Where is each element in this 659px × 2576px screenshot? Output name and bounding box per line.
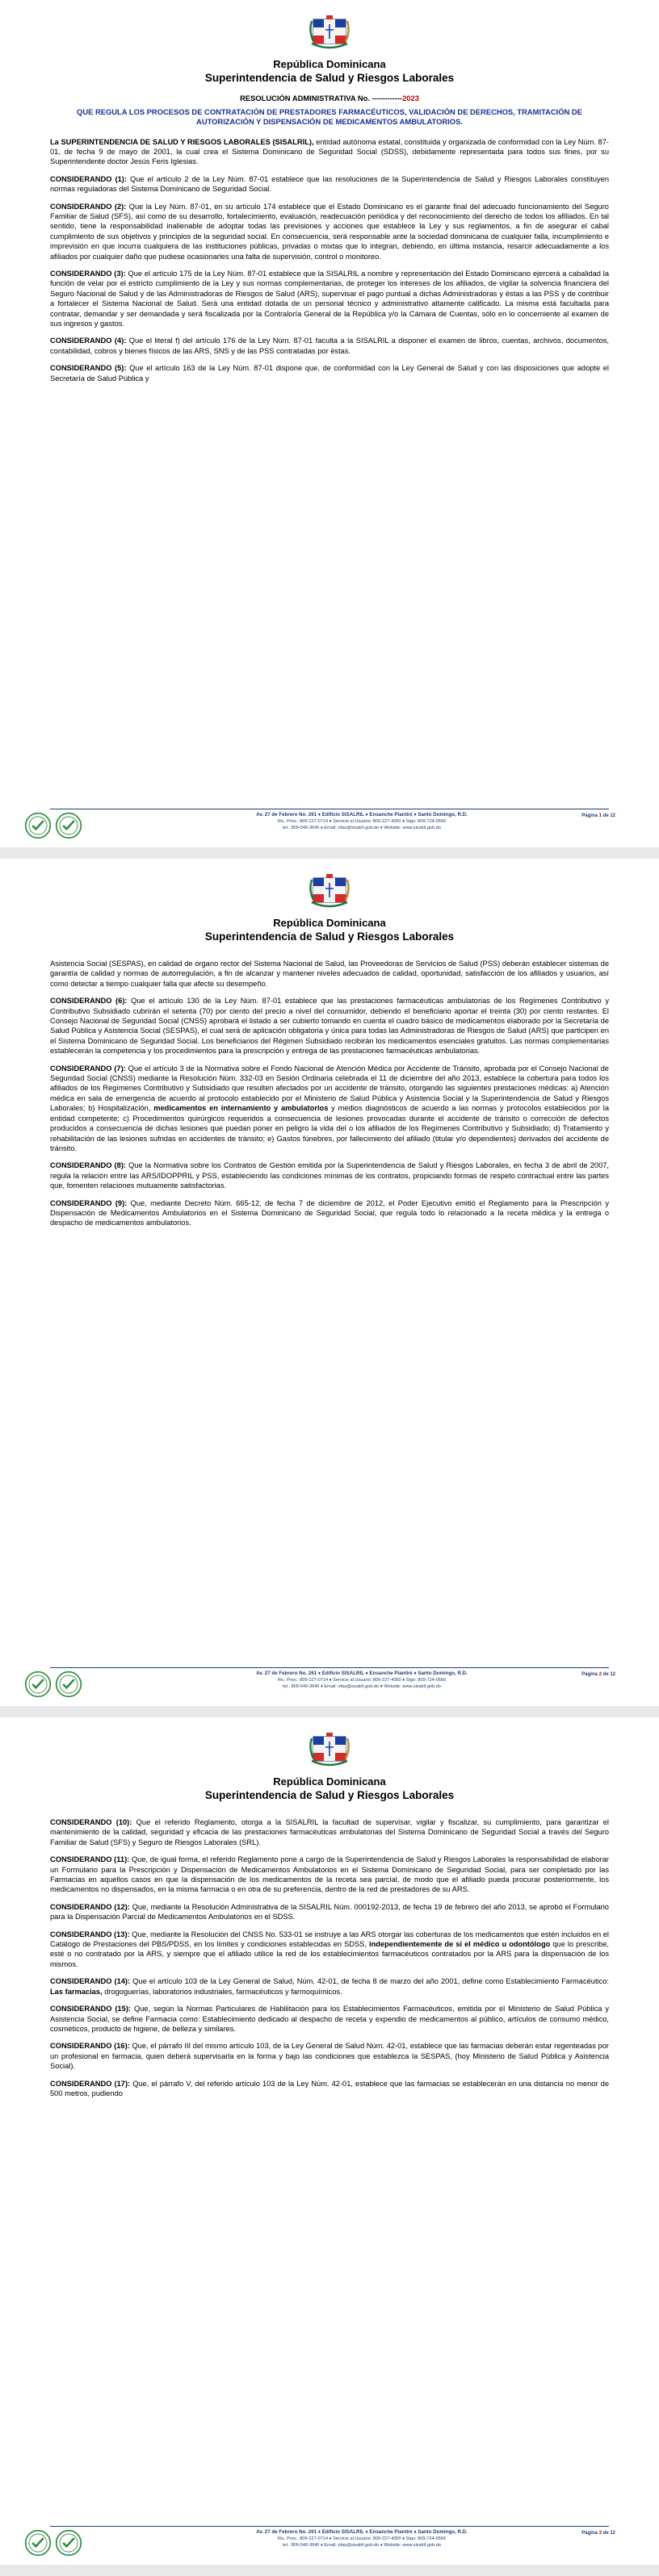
page-number-label: Página (581, 1672, 598, 1677)
paragraph-body: Que la Ley Núm. 87-01, en su artículo 174 establece que el Estado Dominicano es el garante final del adecuado funcionamiento del Seguro Familiar de Salud (SFS), así como de su desarrollo, fortalecimiento, evaluación, readecuación periódica y del reconocimiento del derecho de todos los afiliados. En tal sentido, tiene la responsabilidad inalienable de adoptar todas las previsiones y acciones que establece la Ley y sus reglamentos, a fin de asegurar el cabal cumplimiento de sus objetivos y principios de la seguridad social. En consecuencia, será responsable ante la sociedad dominicana de cualquier falla, incumplimiento e imprevisión en que incurra cualquiera de las instituciones públicas, privadas o mixtas que lo integran, debiendo, en última instancia, resarcir adecuadamente a los afiliados por cualquier daño que pudiese ocasionarles una falta de supervisión, control o monitoreo. (50, 202, 609, 261)
document-page-1 (0, 0, 659, 847)
paragraph-lead: CONSIDERANDO (15): (50, 2005, 132, 2014)
page-footer (0, 809, 659, 839)
paragraph-body: Que, mediante la Resolución Administrativa de la SISALRIL Núm. 000192-2013, de fecha 19 de febrero del año 2013, se aprobó el Formulario para la Dispensación Parcial de Medicamentos Ambulatorios en el SDSS. (50, 1902, 609, 1922)
paragraph-considerando-17 (50, 2079, 609, 2099)
paragraph-considerando-11 (50, 1855, 609, 1895)
paragraph-emphasis: medicamentos en internamiento y ambulatorios (153, 1104, 329, 1113)
coat-of-arms-icon (50, 873, 609, 914)
paragraph-body: entidad autónoma estatal, constituida y organizada de conformidad con la Ley Núm. 87-01, de fecha 9 de mayo de 2001, la cual crea el Sistema Dominicano de Seguridad Social (SDSS), debidamente representada para todos sus fines, por su Superintendente doctor Jesús Feris Iglesias. (50, 137, 609, 166)
paragraph-intro (50, 137, 609, 167)
paragraph-emphasis: Las farmacias, (50, 1987, 103, 1996)
resolution-year: 2023 (402, 94, 419, 102)
paragraph-body: Asistencia Social (SESPAS), en calidad de órgano rector del Sistema Nacional de Salud, las Proveedoras de Servicios de Salud (PSS) deberán establecer sistemas de garantía de calidad y normas de autorregulación, a fin de alcanzar y mantener niveles adecuados de calidad, oportunidad, satisfacción de los afiliados y usuarios, así como detectar a tiempo cualquier falla que afecte su desempeño. (50, 960, 609, 988)
page-number-label: Página (581, 813, 598, 818)
paragraph-body: Que, según la Normas Particulares de Habilitación para los Establecimientos Farmacéuticos, emitida por el Ministerio de Salud Pública y Asistencia Social, se define Farmacia como: Establecimiento dedicado al despacho de receta y expendio de medicamentos al público, artículos de consumo médico, cosméticos, producto de higiene, de belleza y similares. (50, 2005, 609, 2033)
paragraph-considerando-5 (50, 363, 609, 383)
page-title-country: República Dominicana (273, 1775, 386, 1788)
page-title-country: República Dominicana (273, 917, 386, 929)
paragraph-lead: CONSIDERANDO (5): (50, 364, 127, 373)
green-certification-seal-icon (55, 1671, 82, 1698)
page-footer (0, 2526, 659, 2557)
footer-contact-line2: tel.: 809-540-3640 ♦ Email: ofaa@sisalril.gob.do ♦ Website: www.sisalril.gob.do (283, 826, 441, 830)
page-number-value: 2 (598, 1672, 602, 1677)
footer-contact-line1: Ric. Pres.: 809-227-0714 ♦ Servicio al Usuario: 809-227-4050 ♦ Stgo: 809-724-0556 (277, 819, 447, 824)
paragraph-body: Que, el párrafo III del mismo artículo 103, de la Ley General de Salud Núm. 42-01, establece que las farmacias deberán estar regenteadas por un profesional en farmacia, quien deberá supervisarla en la forma y bajo las condiciones que establezca la SESPAS, (hoy Ministerio de Salud Pública y Asistencia Social). (50, 2042, 609, 2071)
page-title-country: República Dominicana (273, 58, 386, 70)
paragraph-lead: CONSIDERANDO (9): (50, 1198, 128, 1207)
paragraph-lead: CONSIDERANDO (17): (50, 2079, 131, 2088)
paragraph-body: Que el referido Reglamento, otorga a la SISALRIL la facultad de supervisar, vigilar y fiscalizar, su cumplimiento, para garantizar el mantenimiento de la calidad, seguridad y eficacia de las prestaciones farmacéuticas ambulatorias del Sistema Dominicano de Seguridad Social a través del Seguro Familiar de Salud (SFS) y Seguro de Riesgos Laborales (SRL). (50, 1818, 609, 1846)
paragraph-body: Que la Normativa sobre los Contratos de Gestión emitida por la Superintendencia de Salud y Riesgos Laborales, en fecha 3 de abril de 2007, regula la relación entre las ARS/IDOPPRIL y PSS, estableciendo las condiciones mínimas de los contratos, propiciando formas de respeto contractual entre las partes que, fomenten relaciones mutuamente satisfactorias. (50, 1161, 609, 1190)
page-number-value: 3 (598, 2531, 602, 2536)
paragraph-considerando-15 (50, 2004, 609, 2034)
green-quality-seal-icon (24, 812, 52, 839)
paragraph-lead: CONSIDERANDO (4): (50, 337, 127, 345)
paragraph-lead: CONSIDERANDO (13): (50, 1930, 130, 1938)
paragraph-body-2: drogoguerías, laboratorios industriales, farmacéuticos y farmoquímicos. (102, 1987, 342, 1996)
footer-contact-line1: Ric. Pres.: 809-227-0714 ♦ Servicio al Usuario: 809-227-4050 ♦ Stgo: 809-724-0556 (277, 2536, 447, 2541)
page-number-total: de 12 (602, 2531, 615, 2536)
paragraph-lead: CONSIDERANDO (2): (50, 202, 127, 211)
paragraph-considerando-3 (50, 269, 609, 328)
page-number (581, 1672, 615, 1677)
page-number (581, 813, 615, 818)
paragraph-considerando-4 (50, 336, 609, 356)
paragraph-body: Que el artículo 175 de la Ley Núm. 87-01 establece que la SISALRIL a nombre y representación del Estado Dominicano ejercerá a cabalidad la función de velar por el estricto cumplimiento de la Ley y sus normas complementarias, de proteger los intereses de los afiliados, de vigilar la solvencia financiera del Seguro Nacional de Salud y de las Administradoras de Riesgos de Salud (ARS), supervisar el pago puntual a dichas Administradoras y éstas a las PSS y de contribuir a fortalecer el Sistema Nacional de Salud. Será una entidad dotada de un personal técnico y administrativo altamente calificado. La misma está facultada para contratar, demandar y ser demandada y será fiscalizada por la Contraloría General de la República y/o la Cámara de Cuentas, sólo en lo concerniente al examen de sus ingresos y gastos. (50, 269, 609, 328)
footer-seals (24, 1671, 82, 1698)
paragraph-body: Que el literal f) del artículo 176 de la Ley Núm. 87-01 faculta a la SISALRIL a disponer el examen de libros, cuentas, archivos, documentos, contabilidad, cobros y bienes físicos de las ARS, SNS y de las PSS contratadas por éstas. (50, 337, 609, 355)
paragraph-lead: CONSIDERANDO (16): (50, 2042, 130, 2051)
paragraph-considerando-7 (50, 1064, 609, 1154)
paragraph-body-2: y medios diagnósticos de acuerdo a las normas y protocolos establecidos por la entidad competente; c) Procedimientos quirúrgicos requeridos a consecuencia de lesiones provocadas durante el accidente de tránsito o corrección de defectos producidos a consecuencia de dichas lesiones que puedan poner en peligro la vida del o los afiliados de los Regímenes Contributivo y Subsidiado; d) Tratamiento y rehabilitación de las lesiones sufridas en accidentes de tránsito; e) Gastos fúnebres, por fallecimiento del afiliado (titular y/o dependientes) derivados del accidente de tránsito. (50, 1104, 609, 1152)
document-page-3 (0, 1717, 659, 2565)
paragraph-considerando-12 (50, 1902, 609, 1922)
paragraph-lead: CONSIDERANDO (1): (50, 174, 127, 183)
paragraph-considerando-2 (50, 202, 609, 261)
paragraph-body: Que el artículo 2 de la Ley Núm. 87-01 establece que las resoluciones de la Superintendencia de Salud y Riesgos Laborales constituyen normas reguladoras del Sistema Dominicano de Seguridad Social. (50, 174, 609, 194)
paragraph-considerando-14 (50, 1976, 609, 1997)
green-certification-seal-icon (55, 2529, 82, 2557)
footer-seals (24, 812, 82, 839)
paragraph-body: Que el artículo 103 de la Ley General de Salud, Núm. 42-01, de fecha 8 de marzo del año 2001, define como Establecimiento Farmacéutico: (130, 1977, 609, 1986)
footer-divider (50, 2526, 609, 2527)
paragraph-considerando-8 (50, 1160, 609, 1190)
paragraph-emphasis: independientemente de si el médico u odontólogo (369, 1940, 551, 1949)
paragraph-body: Que, de igual forma, el referido Reglamento pone a cargo de la Superintendencia de Salud y Riesgos Laborales la responsabilidad de elaborar un Formulario para la Prescripción y Dispensación de Medicamentos Ambulatorios en el Sistema Dominicano de Seguridad Social, para ser completado por las Farmacias en aquellos casos en que la dispensación de los medicamentos de la receta sea parcial, de modo que el afiliado pueda procurar posteriormente, los medicamentos no dispensados, en la misma farmacia o en otra de su preferencia, dentro de la red de prestadores de su ARS. (50, 1855, 609, 1894)
page-title-institution: Superintendencia de Salud y Riesgos Laborales (204, 72, 455, 84)
paragraph-lead: CONSIDERANDO (12): (50, 1902, 130, 1911)
paragraph-considerando-9 (50, 1198, 609, 1228)
paragraph-body: Que el artículo 163 de la Ley Núm. 87-01 dispone que, de conformidad con la Ley General de Salud y con las disposiciones que adopte el Secretaría de Salud Pública y (50, 364, 609, 383)
paragraph-body-2: que lo prescribe, esté o no contratado por la ARS, y siempre que el afiliado utilice la red de los establecimientos farmacéuticos contratados por la ARS para la dispensación de los mismos. (50, 1940, 609, 1968)
page-number (581, 2531, 615, 2536)
footer-contact-line1: Ric. Pres.: 809-227-0714 ♦ Servicio al Usuario: 809-227-4050 ♦ Stgo: 809-724-0556 (277, 1678, 447, 1683)
paragraph-continuation (50, 959, 609, 989)
coat-of-arms-icon (50, 1732, 609, 1773)
paragraph-considerando-6 (50, 996, 609, 1056)
page-number-label: Página (581, 2531, 598, 2536)
paragraph-lead: La SUPERINTENDENCIA DE SALUD Y RIESGOS LABORALES (SISALRIL), (50, 137, 314, 146)
page-number-total: de 12 (602, 1672, 615, 1677)
paragraph-body: Que el artículo 3 de la Normativa sobre el Fondo Nacional de Atención Médica por Accidente de Tránsito, aprobada por el Consejo Nacional de Seguridad Social (CNSS) mediante la Resolución Núm. 332-03 en Sesión Ordinaria celebrada el 11 de diciembre del año 2013, establece la cobertura para todos los afiliados de los Regímenes Contributivo y Subsidiado que resulten afectados por un accidente de tránsito, otorgando las siguientes prestaciones médicas: a) Atención médica en sala de emergencia de acuerdo al protocolo establecido por el Ministerio de Salud Pública y Asistencia Social y la Superintendencia de Salud y Riesgos Laborales; b) Hospitalización, (50, 1064, 609, 1113)
footer-contact-line2: tel.: 809-540-3640 ♦ Email: ofaa@sisalril.gob.do ♦ Website: www.sisalril.gob.do (283, 2543, 441, 2548)
page-title-institution: Superintendencia de Salud y Riesgos Laborales (204, 930, 455, 943)
footer-divider (50, 1667, 609, 1668)
paragraph-considerando-13 (50, 1930, 609, 1970)
paragraph-lead: CONSIDERANDO (10): (50, 1818, 132, 1826)
paragraph-considerando-16 (50, 2041, 609, 2071)
paragraph-body: Que, mediante la Resolución del CNSS No. 533-01 se instruye a las ARS otorgar las coberturas de los medicamentos que estén incluidos en el Catálogo de Prestaciones del PBS/PDSS, en los límites y condiciones establecidas en SDSS, (50, 1930, 609, 1949)
paragraph-lead: CONSIDERANDO (3): (50, 269, 126, 278)
page-number-value: 1 (598, 813, 602, 818)
paragraph-lead: CONSIDERANDO (7): (50, 1064, 126, 1073)
green-certification-seal-icon (55, 812, 82, 839)
paragraph-lead: CONSIDERANDO (6): (50, 997, 128, 1006)
paragraph-lead: CONSIDERANDO (8): (50, 1161, 127, 1170)
footer-seals (24, 2529, 82, 2557)
page-number-total: de 12 (602, 813, 615, 818)
paragraph-considerando-1 (50, 174, 609, 194)
green-quality-seal-icon (24, 1671, 52, 1698)
document-page-2 (0, 859, 659, 1706)
green-quality-seal-icon (24, 2529, 52, 2557)
footer-contact-line2: tel.: 809-540-3640 ♦ Email: ofaa@sisalril.gob.do ♦ Website: www.sisalril.gob.do (283, 1684, 441, 1689)
footer-address: Av. 27 de Febrero No. 261 ♦ Edificio SISALRIL ♦ Ensanche Piantini ♦ Santo Domingo, R.D. (256, 1671, 468, 1676)
paragraph-lead: CONSIDERANDO (14): (50, 1977, 131, 1986)
resolution-number-prefix: RESOLUCIÓN ADMINISTRATIVA No. ------------ (240, 94, 403, 102)
coat-of-arms-icon (50, 15, 609, 56)
footer-address: Av. 27 de Febrero No. 261 ♦ Edificio SISALRIL ♦ Ensanche Piantini ♦ Santo Domingo, R.D. (256, 812, 468, 818)
paragraph-body: Que, mediante Decreto Núm. 665-12, de fecha 7 de diciembre de 2012, el Poder Ejecutivo emitió el Reglamento para la Prescripción y Dispensación de Medicamentos Ambulatorios en el Sistema Dominicano de Seguridad Social, que regula todo lo relacionado a la receta médica y la entrega o despacho de medicamentos ambulatorios. (50, 1198, 609, 1227)
paragraph-body: Que, el párrafo V, del referido artículo 103 de la Ley Núm. 42-01, establece que las farmacias se establecerán en una distancia no menor de 500 metros, pudiendo (50, 2079, 609, 2097)
resolution-number (50, 94, 609, 104)
page-title-institution: Superintendencia de Salud y Riesgos Laborales (204, 1789, 455, 1801)
footer-address: Av. 27 de Febrero No. 261 ♦ Edificio SISALRIL ♦ Ensanche Piantini ♦ Santo Domingo, R.D. (256, 2529, 468, 2535)
page-footer (0, 1667, 659, 1698)
resolution-subtitle: QUE REGULA LOS PROCESOS DE CONTRATACIÓN DE PRESTADORES FARMACÉUTICOS, VALIDACIÓN DE DERECHOS, TRAMITACIÓN DE AUTORIZACIÓN Y DISPENSACIÓN DE MEDICAMENTOS AMBULATORIOS. (77, 107, 582, 126)
paragraph-lead: CONSIDERANDO (11): (50, 1855, 130, 1864)
paragraph-considerando-10 (50, 1817, 609, 1847)
paragraph-body: Que el artículo 130 de la Ley Núm. 87-01 establece que las prestaciones farmacéuticas ambulatorias de los Regímenes Contributivo y Contributivo Subsidiado cubrirán el setenta (70) por ciento del precio a nivel del consumidor, debiendo el beneficiario aportar el treinta (30) por ciento restantes. El Consejo Nacional de Seguridad Social (CNSS) aprobará el listado a ser cubierto tomando en cuenta el cuadro básico de medicamentos elaborado por la Secretaría de Salud Pública y Asistencia Social (SESPAS), el cual será de aplicación obligatoria y única para todas las Administradoras de Riesgos de Salud (ARS) que participen en el Sistema Dominicano de Seguridad Social. Los beneficiarios del Régimen Subsidiado recibirán los medicamentos esenciales gratuitos. Las normas complementarias establecerán la competencia y los procedimientos para la prescripción y entrega de las prestaciones farmacéuticas ambulatorias. (50, 997, 609, 1056)
